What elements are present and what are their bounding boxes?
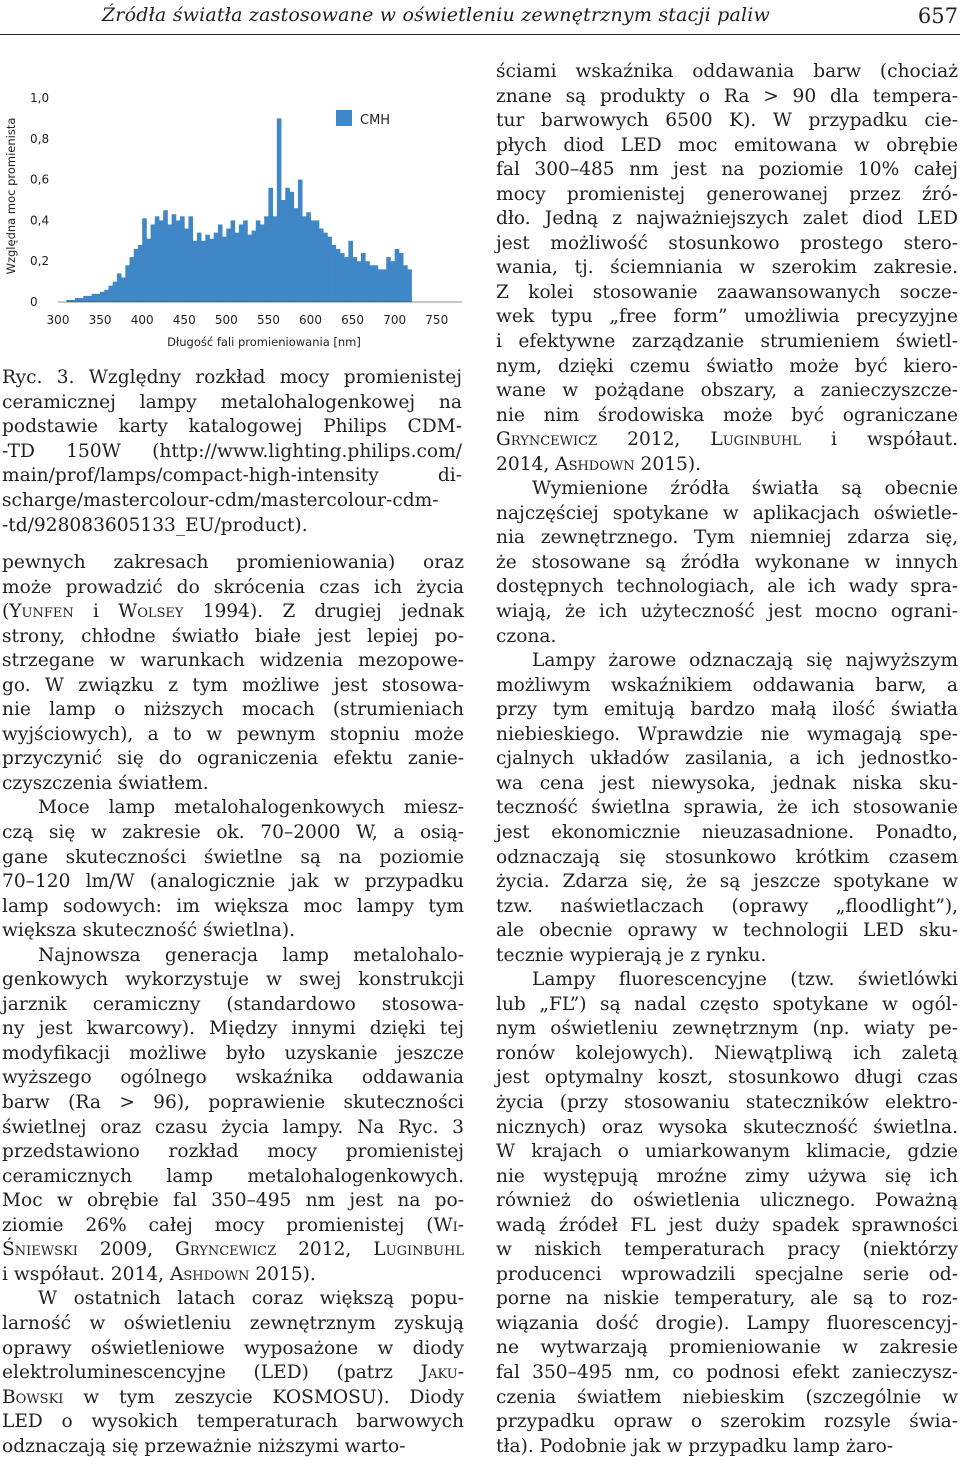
text-line: nym oświetleniu zewnętrznym (np. wiaty pe- <box>496 1018 958 1040</box>
author-name: Ashdown <box>169 1263 250 1285</box>
author-name: Ashdown <box>555 453 635 475</box>
text-line: płych diod LED moc emitowana w obrębie <box>496 134 958 156</box>
x-tick-label: 450 <box>172 313 196 327</box>
author-name: Luginbuhl <box>373 1239 464 1261</box>
y-tick-label: 0 <box>30 295 38 309</box>
figure-spectrum-chart <box>0 80 470 360</box>
text-line: najczęściej spotykane w aplikacjach oświetle- <box>496 502 958 524</box>
spectrum-bar <box>180 216 185 302</box>
author-name: Bowski <box>2 1386 64 1408</box>
spectrum-bar <box>277 118 282 302</box>
text-line: larność w oświetleniu zewnętrznym zyskują <box>2 1312 464 1334</box>
text-line: jest optymalny koszt, stosunkowo długi czas <box>496 1067 958 1089</box>
page-number: 657 <box>917 4 958 28</box>
spectrum-bar <box>369 265 374 302</box>
text-line: ceramicznych lamp metalohalogenkowych. <box>2 1165 464 1187</box>
text-line: znane są produkty o Ra > 90 dla tempera- <box>496 85 958 107</box>
spectrum-bar <box>327 237 332 302</box>
spectrum-bar <box>226 229 231 302</box>
text-line: wek typu „free form” umożliwia precyzyjne <box>496 306 958 328</box>
running-header <box>0 4 960 32</box>
spectrum-bar <box>121 278 126 302</box>
caption-line: main/prof/lamps/compact-high-intensity di- <box>2 465 462 487</box>
spectrum-bar <box>399 253 404 302</box>
author-name: Śniewski <box>2 1239 78 1261</box>
text-line: ne wytwarzają promieniowanie w zakresie <box>496 1337 958 1359</box>
spectrum-bar <box>66 300 71 302</box>
spectrum-bar <box>344 257 349 302</box>
spectrum-bar <box>361 253 366 302</box>
spectrum-bar <box>395 249 400 302</box>
spectrum-bar <box>252 231 257 302</box>
text-line: i efektywne zarządzanie strumieniem świetl- <box>496 331 958 353</box>
text-line: w niskich temperaturach pracy (niektórzy <box>496 1239 958 1261</box>
header-rule <box>0 34 960 35</box>
text-line: Najnowsza generacja lamp metalohalo- <box>38 944 464 966</box>
spectrum-bar <box>302 216 307 302</box>
spectrum-bar <box>348 241 353 302</box>
text-line: wyjściowych), a to w pewnym stopniu może <box>2 723 464 745</box>
caption-line: ceramicznej lampy metalohalogenkowej na <box>2 391 462 413</box>
spectrum-bar <box>87 296 92 302</box>
spectrum-bar <box>104 290 109 302</box>
text-line: fal 300–485 nm jest na poziomie 10% całej <box>496 159 958 181</box>
spectrum-bar <box>294 208 299 302</box>
spectrum-bar <box>79 298 84 302</box>
spectrum-bar <box>176 220 181 302</box>
spectrum-bar <box>214 233 219 302</box>
text-line: tzw. naświetlaczach (oprawy „floodlight”), <box>496 895 958 917</box>
spectrum-bar <box>146 239 151 302</box>
text-line: jest możliwość stosunkowo prostego stero- <box>496 232 958 254</box>
text-line: czona. <box>496 625 557 647</box>
spectrum-bar <box>285 188 290 302</box>
x-axis-label: Długość fali promieniowania [nm] <box>167 335 361 349</box>
text-line: odznaczają się stosunkowo krótkim czasem <box>496 846 958 868</box>
y-tick-label: 1,0 <box>30 91 50 105</box>
spectrum-bar <box>390 261 395 302</box>
spectrum-bar <box>117 273 122 302</box>
spectral-power-chart <box>0 80 470 360</box>
text-line: przypadku opraw o szerokim rozsyle świa- <box>496 1411 958 1433</box>
text-line: lamp sodowych: im większa moc lampy tym <box>2 895 464 917</box>
text-line: Moce lamp metalohalogenkowych miesz- <box>38 797 464 819</box>
text-line: większa skuteczność świetlna). <box>2 920 296 942</box>
text-line: wiązania dość drogie). Lampy fluorescencyj- <box>496 1312 958 1334</box>
spectrum-bar <box>193 241 198 302</box>
text-line: wa cena jest niewysoka, jednak niska sku- <box>496 772 958 794</box>
spectrum-bar <box>306 212 311 302</box>
text-line: strony, chłodne światło białe jest lepiej po- <box>2 625 464 647</box>
text-line: strzegane w warunkach widzenia mezopowe- <box>2 650 464 672</box>
text-line: Moc w obrębie fal 350–495 nm jest na po- <box>2 1190 464 1212</box>
spectrum-bar <box>151 224 156 302</box>
text-line: możliwym wskaźnikiem oddawania barw, a <box>496 674 958 696</box>
text-line: wania, tj. ściemniania w szerokim zakresie. <box>496 257 958 279</box>
text-line: jarznik ceramiczny (standardowo stosowa- <box>2 993 464 1015</box>
spectrum-bar <box>311 220 316 302</box>
author-name: Wi- <box>433 1214 464 1236</box>
spectrum-bar <box>332 245 337 302</box>
text-line: go. W związku z tym możliwe jest stosowa- <box>2 674 464 696</box>
spectrum-bar <box>83 296 88 302</box>
text-line: nym, dzięki czemu światło może być kiero- <box>496 355 958 377</box>
caption-line: Ryc. 3. Względny rozkład mocy promienistej <box>2 367 462 388</box>
text-line: jest ekonomicznie nieuzasadnione. Ponadto, <box>496 821 958 843</box>
text-line: barw (Ra > 96), poprawienie skuteczności <box>2 1092 464 1114</box>
spectrum-bar <box>323 233 328 302</box>
text-line: przyczynić się do ograniczenia efektu zanie- <box>2 748 464 770</box>
x-tick-label: 550 <box>256 313 280 327</box>
author-name: Gryncewicz <box>496 429 598 451</box>
spectrum-bar <box>386 257 391 302</box>
y-tick-label: 0,6 <box>30 172 50 187</box>
spectrum-bar <box>247 235 252 302</box>
text-line: tła). Podobnie jak w przypadku lamp żaro- <box>496 1435 894 1457</box>
spectrum-bar <box>130 257 135 302</box>
spectrum-bar <box>184 229 189 302</box>
spectrum-bar <box>100 292 105 302</box>
spectrum-bar <box>268 188 273 302</box>
x-tick-label: 650 <box>341 313 365 327</box>
text-line: Bowski w tym zeszycie KOSMOSU). Diody <box>2 1386 464 1408</box>
spectrum-bar <box>353 257 358 302</box>
text-line: czenia światłem niebieskim (szczególnie w <box>496 1386 958 1408</box>
text-line: 70–120 lm/W (analogicznie jak w przypadku <box>2 871 464 893</box>
spectrum-bar <box>319 229 324 302</box>
text-line: Z kolei stosowanie zaawansowanych socze- <box>496 281 958 303</box>
text-line: fal 350–495 nm, co podnosi efekt zanieczysz- <box>496 1361 958 1383</box>
text-line: Śniewski 2009, Gryncewicz 2012, Luginbuhl <box>2 1239 464 1261</box>
author-name: Luginbuhl <box>710 429 802 451</box>
author-name: Wolsey <box>118 601 184 623</box>
spectrum-bar <box>340 253 345 302</box>
author-name: Jaku- <box>420 1362 464 1384</box>
author-name: Yunfen <box>9 601 74 623</box>
spectrum-bar <box>197 233 202 302</box>
spectrum-bar <box>289 192 294 302</box>
x-tick-label: 700 <box>383 313 407 327</box>
spectrum-bar <box>235 233 240 302</box>
text-line: ronów kolejowych). Niewątpliwą ich zaletą <box>496 1042 958 1064</box>
text-line: nie nim środowiska może być ograniczane <box>496 404 958 426</box>
text-line: czą się w zakresie ok. 70–2000 W, a osią- <box>2 822 464 844</box>
spectrum-bar <box>256 220 261 302</box>
text-line: nia zewnętrznego. Tym niemniej zdarza się, <box>496 527 958 549</box>
text-line: oprawy oświetleniowe wyposażone w diody <box>2 1337 464 1359</box>
spectrum-bar <box>382 269 387 302</box>
text-line: teczność świetlna sprawia, że ich stosowanie <box>496 797 958 819</box>
legend-label: CMH <box>360 113 391 128</box>
text-line: producenci wprowadzili specjalne serie od- <box>496 1263 958 1285</box>
text-line: wyższego ogólnego wskaźnika oddawania <box>2 1067 464 1089</box>
y-tick-label: 0,8 <box>30 131 50 146</box>
x-tick-label: 750 <box>425 313 449 327</box>
spectrum-bar <box>155 216 160 302</box>
spectrum-bar <box>315 220 320 302</box>
x-tick-label: 500 <box>214 313 238 327</box>
text-line: Lampy żarowe odznaczają się najwyższym <box>532 650 958 672</box>
text-line: 2014, Ashdown 2015). <box>496 453 702 475</box>
caption-line: podstawie karty katalogowej Philips CDM- <box>2 416 462 438</box>
text-line: Wymienione źródła światła są obecnie <box>532 478 958 500</box>
y-tick-label: 0,4 <box>30 213 50 228</box>
x-tick-label: 400 <box>130 313 154 327</box>
spectrum-bar <box>210 239 215 302</box>
x-tick-label: 300 <box>46 313 70 327</box>
text-line: Gryncewicz 2012, Luginbuhl i współaut. <box>496 429 958 451</box>
spectrum-bar <box>167 224 172 302</box>
author-name: Gryncewicz <box>175 1239 277 1261</box>
spectrum-bar <box>365 261 370 302</box>
spectrum-bar <box>239 224 244 302</box>
spectrum-bar <box>231 220 236 302</box>
y-tick-label: 0,2 <box>30 254 50 269</box>
text-line: ny jest kwarcowy). Między innymi dzięki tej <box>2 1018 464 1040</box>
spectrum-bar <box>159 220 164 302</box>
y-axis-label: Względna moc promienista <box>4 117 18 275</box>
text-line: wiają, że ich użyteczność jest mocno ograni- <box>496 601 958 623</box>
spectrum-bar <box>357 261 362 302</box>
text-line: cjalnych układów zasilania, a ich jednostko- <box>496 748 958 770</box>
text-column-left <box>2 551 464 1459</box>
spectrum-bar <box>92 294 97 302</box>
text-line: W krajach o umiarkowanym klimacie, gdzie <box>496 1141 958 1163</box>
spectrum-bar <box>125 265 130 302</box>
text-line: dło. Jedną z najważniejszych zalet diod LED <box>496 208 958 230</box>
spectrum-bar <box>273 216 278 302</box>
text-line: nie lamp o niższych mocach (strumieniach <box>2 699 464 721</box>
spectrum-bar <box>378 269 383 302</box>
text-line: nie występują mroźne zimy używa się ich <box>496 1165 958 1187</box>
figure-caption <box>2 366 462 538</box>
text-line: mocy promienistej generowanej przez źró- <box>496 183 958 205</box>
caption-line: scharge/mastercolour-cdm/mastercolour-cdm- <box>2 489 439 511</box>
spectrum-bar <box>374 265 379 302</box>
spectrum-bar <box>172 214 177 302</box>
legend-swatch <box>336 110 352 126</box>
text-line: wadą źródeł FL jest duży spadek sprawności <box>496 1214 958 1236</box>
text-line: świetlnej oraz czasu życia lampy. Na Ryc. 3 <box>2 1116 464 1138</box>
spectrum-bar <box>109 286 114 302</box>
spectrum-bar <box>163 210 168 302</box>
spectrum-bar <box>75 298 80 302</box>
text-column-right <box>496 60 958 1459</box>
spectrum-bar <box>222 237 227 302</box>
text-line: że stosowane są źródła wykonane w innych <box>496 551 958 573</box>
text-line: porne na niskie temperatury, ale są to roz- <box>496 1288 958 1310</box>
spectrum-bar <box>218 224 223 302</box>
text-line: i współaut. 2014, Ashdown 2015). <box>2 1263 316 1285</box>
spectrum-bar <box>138 245 143 302</box>
spectrum-bar <box>142 218 147 302</box>
text-line: nicznych) oraz wysoka skuteczność świetlna. <box>496 1116 958 1138</box>
text-line: niebieskiego. Wprawdzie nie wymagają spe- <box>496 723 958 745</box>
spectrum-bar <box>96 294 101 302</box>
text-line: życia (przy stosowaniu stateczników elektro- <box>496 1091 958 1113</box>
spectrum-bar <box>205 235 210 302</box>
text-line: również do oświetlenia ulicznego. Poważną <box>496 1190 958 1212</box>
spectrum-bar <box>264 216 269 302</box>
spectrum-bar <box>336 249 341 302</box>
text-line: ściami wskaźnika oddawania barw (chociaż <box>496 61 958 82</box>
text-line: Lampy fluorescencyjne (tzw. świetlówki <box>532 969 958 991</box>
spectrum-bar <box>407 269 412 302</box>
text-line: przedstawiono rozkład mocy promienistej <box>2 1141 464 1163</box>
text-line: gane skuteczności świetlne są na poziomie <box>2 846 464 868</box>
text-line: pewnych zakresach promieniowania) oraz <box>2 552 464 573</box>
caption-line: -TD 150W (http://www.lighting.philips.com/ <box>2 440 462 462</box>
text-line: życia. Zdarza się, że są jeszcze spotykane w <box>496 871 958 893</box>
text-line: ale obecnie oprawy w technologii LED sku- <box>496 920 958 942</box>
text-line: (Yunfen i Wolsey 1994). Z drugiej jednak <box>2 601 464 623</box>
text-line: elektroluminescencyjne (LED) (patrz Jaku- <box>2 1362 464 1384</box>
spectrum-bar <box>188 216 193 302</box>
text-line: może prowadzić do skrócenia czas ich życia <box>2 576 464 598</box>
text-line: czyszczenia światłem. <box>2 772 209 794</box>
text-line: lub „FL”) są nadal często spotykane w ogól- <box>496 993 958 1015</box>
x-tick-label: 350 <box>88 313 112 327</box>
spectrum-bar <box>403 265 408 302</box>
text-line: przy tym emitują bardzo małą ilość światła <box>496 699 958 721</box>
spectrum-bar <box>281 200 286 302</box>
caption-line: -td/928083605133_EU/product). <box>2 514 308 536</box>
text-line: modyfikacji możliwe było uzyskanie jeszcze <box>2 1042 464 1064</box>
running-title: Źródła światła zastosowane w oświetleniu zewnętrznym stacji paliw <box>101 4 770 26</box>
text-line: tecznie wypierają je z rynku. <box>496 944 767 966</box>
spectrum-bar <box>298 180 303 302</box>
text-line: genkowych wykorzystuje w swej konstrukcji <box>2 969 464 991</box>
text-line: tur barwowych 6500 K). W przypadku cie- <box>496 110 958 132</box>
spectrum-bar <box>71 300 76 302</box>
text-line: dostępnych technologiach, ale ich wady spra- <box>496 576 958 598</box>
x-tick-label: 600 <box>299 313 322 327</box>
text-line: W ostatnich latach coraz większą popu- <box>38 1288 464 1310</box>
spectrum-bar <box>113 282 118 302</box>
text-line: ziomie 26% całej mocy promienistej (Wi- <box>2 1214 464 1236</box>
text-line: LED o wysokich temperaturach barwowych <box>2 1411 464 1433</box>
spectrum-bar <box>260 224 265 302</box>
spectrum-bar <box>134 249 139 302</box>
spectrum-bar <box>201 241 206 302</box>
text-line: odznaczają się przeważnie niższymi warto- <box>2 1435 406 1457</box>
spectrum-bar <box>243 220 248 302</box>
text-line: wane w pożądane obszary, a zanieczyszcze- <box>496 380 958 402</box>
